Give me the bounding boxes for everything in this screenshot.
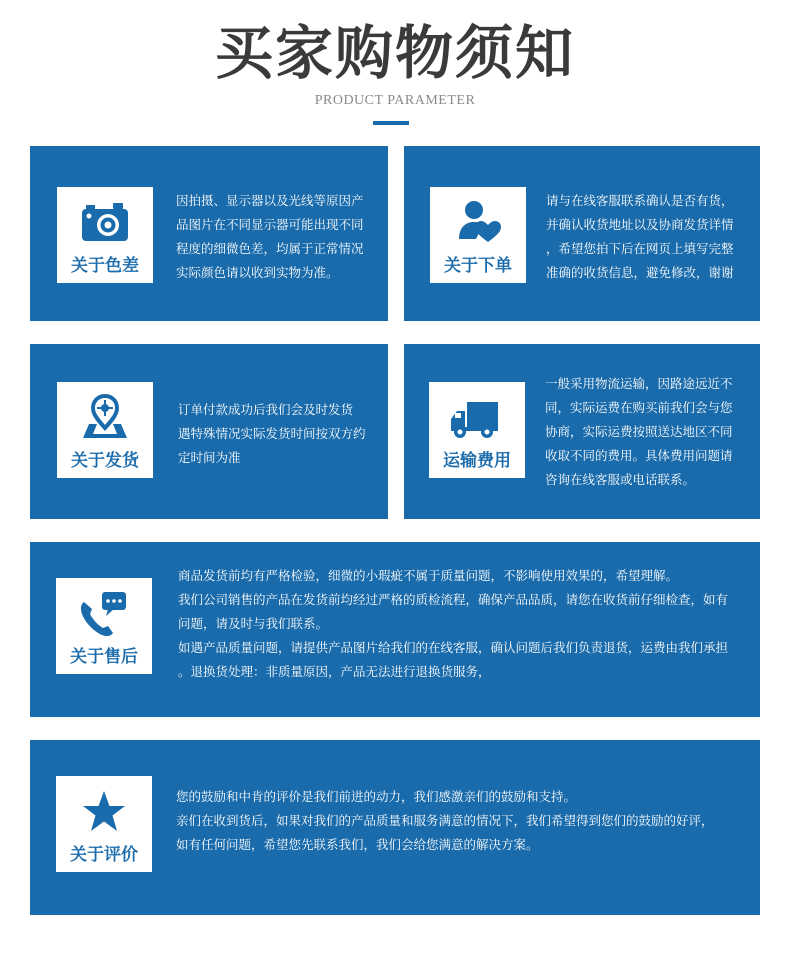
after-sales-badge [56, 578, 152, 674]
card-text [545, 372, 733, 492]
card-shipping [30, 344, 388, 519]
page-title: 买家购物须知 [214, 19, 575, 87]
text-line: 品图片在不同显示器可能出现不同 [176, 217, 364, 232]
card-label: 关于色差 [71, 256, 139, 276]
text-line: 。退换货处理：非质量原因，产品无法进行退换货服务， [178, 664, 491, 679]
freight-badge [429, 382, 525, 478]
card-text [176, 785, 714, 857]
text-line: 咨询在线客服或电话联系。 [545, 472, 696, 487]
text-line: 准确的收货信息，避免修改，谢谢 [546, 265, 734, 280]
text-line: 如遇产品质量问题，请提供产品图片给我们的在线客服，确认问题后我们负责退货，运费由我们承担 [178, 640, 729, 655]
text-line: 协商，实际运费按照送达地区不同 [545, 424, 733, 439]
reviews-badge [56, 776, 152, 872]
text-line: 订单付款成功后我们会及时发货 [178, 402, 354, 417]
text-line: 问题，请及时与我们联系。 [178, 616, 329, 631]
card-ordering [404, 146, 760, 321]
title-underline [373, 121, 409, 125]
text-line: 如有任何问题，希望您先联系我们，我们会给您满意的解决方案。 [176, 837, 539, 852]
text-line: 程度的细微色差，均属于正常情况 [176, 241, 364, 256]
color-difference-badge [57, 187, 153, 283]
ordering-badge [430, 187, 526, 283]
text-line: 一般采用物流运输，因路途远近不 [545, 376, 733, 391]
card-label: 关于评价 [70, 845, 138, 865]
card-after-sales [30, 542, 760, 717]
card-color-difference [30, 146, 388, 321]
text-line: 收取不同的费用。具体费用问题请 [545, 448, 733, 463]
card-label: 关于发货 [71, 451, 139, 471]
text-line: 亲们在收到货后，如果对我们的产品质量和服务满意的情况下，我们希望得到您们的鼓励的好评， [176, 813, 714, 828]
card-label: 关于售后 [70, 647, 138, 667]
text-line: 定时间为准 [178, 450, 241, 465]
card-freight [404, 344, 760, 519]
shipping-badge [57, 382, 153, 478]
text-line: 并确认收货地址以及协商发货详情 [546, 217, 734, 232]
card-text [178, 398, 366, 470]
text-line: 商品发货前均有严格检验，细微的小瑕疵不属于质量问题，不影响使用效果的，希望理解。 [178, 568, 679, 583]
text-line: 请与在线客服联系确认是否有货， [546, 193, 734, 208]
text-line: 实际颜色请以收到实物为准。 [176, 265, 339, 280]
text-line: ，希望您拍下后在网页上填写完整 [546, 241, 734, 256]
card-text [176, 189, 364, 285]
card-text [178, 564, 728, 684]
card-label: 关于下单 [444, 256, 512, 276]
card-label: 运输费用 [443, 451, 511, 471]
text-line: 我们公司销售的产品在发货前均经过严格的质检流程，确保产品品质，请您在收货前仔细检查，如有 [178, 592, 729, 607]
card-reviews [30, 740, 760, 915]
text-line: 因拍摄、显示器以及光线等原因产 [176, 193, 364, 208]
page-subtitle: PRODUCT PARAMETER [314, 93, 476, 108]
card-text [546, 189, 734, 285]
text-line: 遇特殊情况实际发货时间按双方约 [178, 426, 366, 441]
text-line: 同，实际运费在购买前我们会与您 [545, 400, 733, 415]
text-line: 您的鼓励和中肯的评价是我们前进的动力，我们感激亲们的鼓励和支持。 [176, 789, 577, 804]
